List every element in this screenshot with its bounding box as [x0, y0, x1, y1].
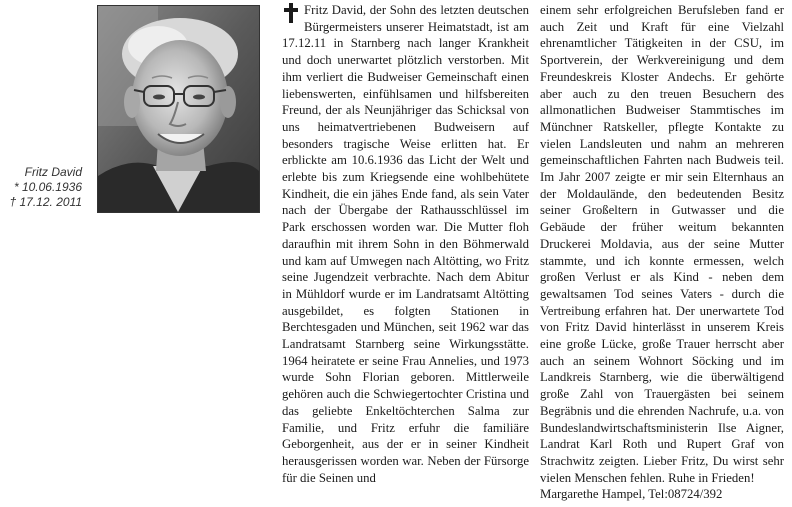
author-signature: Margarethe Hampel, Tel:08724/392: [540, 487, 723, 502]
latin-cross-icon: [282, 2, 300, 24]
photo-caption: [0, 165, 82, 210]
portrait-illustration: [98, 6, 259, 212]
caption-name: Fritz David: [24, 165, 82, 179]
portrait-photo: [97, 5, 260, 213]
obituary-text-part-2: einem sehr erfolgreichen Berufsleben fand er auch Zeit und Kraft für eine Vielzahl ehrenamtlicher Tätigkeiten in der CSU, im Sportverein, der Werkvereinigung und dem Freundeskreis Kloster Andechs. Er gehörte aber auch zu den treuen Besuchern des allmonatlichen Budweiser Stammtisches im Münchner Ratskeller, pflegte Kontakte zu vielen Landsleuten und nahm an mehreren gemeinschaftlichen Fahrten nach Budweis teil. Im Jahr 2007 zeigte er mir sein Elternhaus an der Moldaulände, den bedeutenden Besitz seiner Großeltern in Gutwasser und die Gebäude der früher weitum bekannten Druckerei Moldavia, aus der seine Mutter stammte, und ich konnte ermessen, welch großen Verlust er als Kind - neben dem gewaltsamen Tod seines Vaters - durch die Vertreibung erfahren hat. Der unerwartete Tod von Fritz David hinterlässt in unserem Kreis eine große Lücke, große Trauer herrscht aber auch an seinem Wohnort Söcking und im Landkreis Starnberg, wie die überwältigend große Zahl von Trauergästen bei seinem Begräbnis und die ehrenden Nachrufe, u.a. von Bundeslandwirtschaftsministerin Ilse Aigner, Landrat Karl Roth und Rupert Graf von Strachwitz zeigten. Lieber Fritz, Du wirst sehr vielen Menschen fehlen. Ruhe in Frieden!: [540, 3, 784, 485]
obituary-text-part-1: Fritz David, der Sohn des letzten deutschen Bürgermeisters unserer Heimatstadt, ist am 17.12.11 in Starnberg nach langer Krankheit und doch unerwartet plötzlich verstorben. Mit ihm verliert die Budweiser Gemeinschaft einen liebenswerten, einfühlsamen und hilfsbereiten Freund, der als Neunjähriger das Schicksal von uns heimatvertriebenen Budweisern auf besonders tragische Weise erlitten hat. Er erblickte am 10.6.1936 das Licht der Welt und erlebte bis zum Kriegsende eine wohlbehütete Kindheit, die ein jähes Ende fand, als sein Vater nach der Übergabe der Rathausschlüssel im Park erschossen worden war. Die Mutter floh daraufhin mit ihrem Sohn in den Böhmerwald und kam auf Umwegen nach Altötting, wo Fritz seine Jugendzeit verbrachte. Nach dem Abitur in Mühldorf wurde er im Landratsamt Altötting ausgebildet, es folgten Stationen in Berchtesgaden und München, seit 1962 war das Landratsamt Starnberg seine Wirkungsstätte. 1964 heiratete er seine Frau Annelies, und 1973 wurde Sohn Florian geboren. Mittlerweile gehören auch die Schwiegertochter Cristina und das geliebte Enkeltöchterchen Salma zur Familie, und Fritz erfuhr die familiäre Geborgenheit, aus der er in seiner Kindheit herausgerissen worden war. Neben der Fürsorge für die Seinen und: [282, 3, 529, 485]
obituary-column-1: [282, 2, 529, 486]
obituary-column-2: [540, 2, 784, 503]
caption-birth-date: * 10.06.1936: [13, 180, 82, 194]
caption-death-date: † 17.12. 2011: [9, 195, 82, 209]
